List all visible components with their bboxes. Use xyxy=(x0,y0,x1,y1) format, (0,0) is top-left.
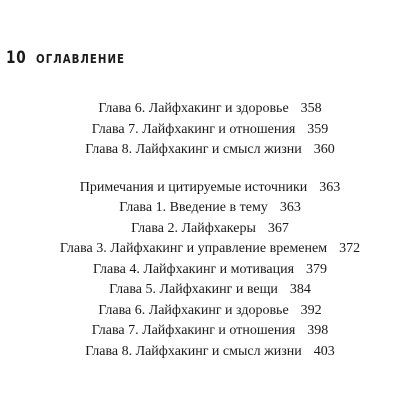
toc-entry xyxy=(0,260,420,281)
toc-entry-title: Глава 7. Лайфхакинг и отношения xyxy=(91,323,296,338)
toc-entry-title: Примечания и цитируемые источники xyxy=(79,179,308,195)
toc-entry-page: 403 xyxy=(313,343,335,359)
toc-entry xyxy=(0,219,420,240)
toc-entry xyxy=(0,178,420,199)
toc-entry-page: 398 xyxy=(307,323,329,338)
toc-entry xyxy=(0,239,420,260)
toc-entry-title: Глава 6. Лайфхакинг и здоровье xyxy=(98,101,289,116)
toc-entry-page: 363 xyxy=(279,200,301,215)
toc-group-chapters-end xyxy=(0,99,420,161)
toc-entry xyxy=(0,301,420,322)
toc-entry-title: Глава 5. Лайфхакинг и вещи xyxy=(109,282,278,297)
toc-entry xyxy=(0,342,420,363)
toc-entry-title: Глава 7. Лайфхакинг и отношения xyxy=(91,121,296,137)
toc-entry-title: Глава 8. Лайфхакинг и смысл жизни xyxy=(85,142,302,157)
toc-entry xyxy=(0,99,420,120)
toc-entry-page: 372 xyxy=(339,241,361,256)
toc-entry xyxy=(0,198,420,219)
page-header xyxy=(6,48,141,68)
toc-entry-page: 392 xyxy=(300,302,322,318)
toc-group-notes xyxy=(0,178,420,363)
page-number: 10 xyxy=(6,48,27,68)
toc-entry-title: Глава 1. Введение в тему xyxy=(119,200,268,215)
toc-entry-page: 363 xyxy=(319,179,341,195)
toc-entry-page: 367 xyxy=(267,220,289,236)
toc-entry-page: 379 xyxy=(306,261,328,277)
toc-entry xyxy=(0,321,420,342)
toc-entry-title: Глава 8. Лайфхакинг и смысл жизни xyxy=(85,343,302,359)
toc-entry xyxy=(0,140,420,161)
toc-entry-title: Глава 3. Лайфхакинг и управление временем xyxy=(59,241,328,256)
toc-entry-page: 384 xyxy=(289,282,311,297)
toc-entry xyxy=(0,280,420,301)
toc-entry-page: 360 xyxy=(313,142,335,157)
toc-entry-title: Глава 2. Лайфхакеры xyxy=(131,220,256,236)
table-of-contents xyxy=(0,99,420,362)
section-title: ОГЛАВЛЕНИЕ xyxy=(36,52,125,66)
toc-entry xyxy=(0,120,420,141)
toc-entry-page: 358 xyxy=(300,101,322,116)
toc-entry-title: Глава 4. Лайфхакинг и мотивация xyxy=(92,261,295,277)
toc-entry-title: Глава 6. Лайфхакинг и здоровье xyxy=(98,302,289,318)
toc-entry-page: 359 xyxy=(307,121,329,137)
